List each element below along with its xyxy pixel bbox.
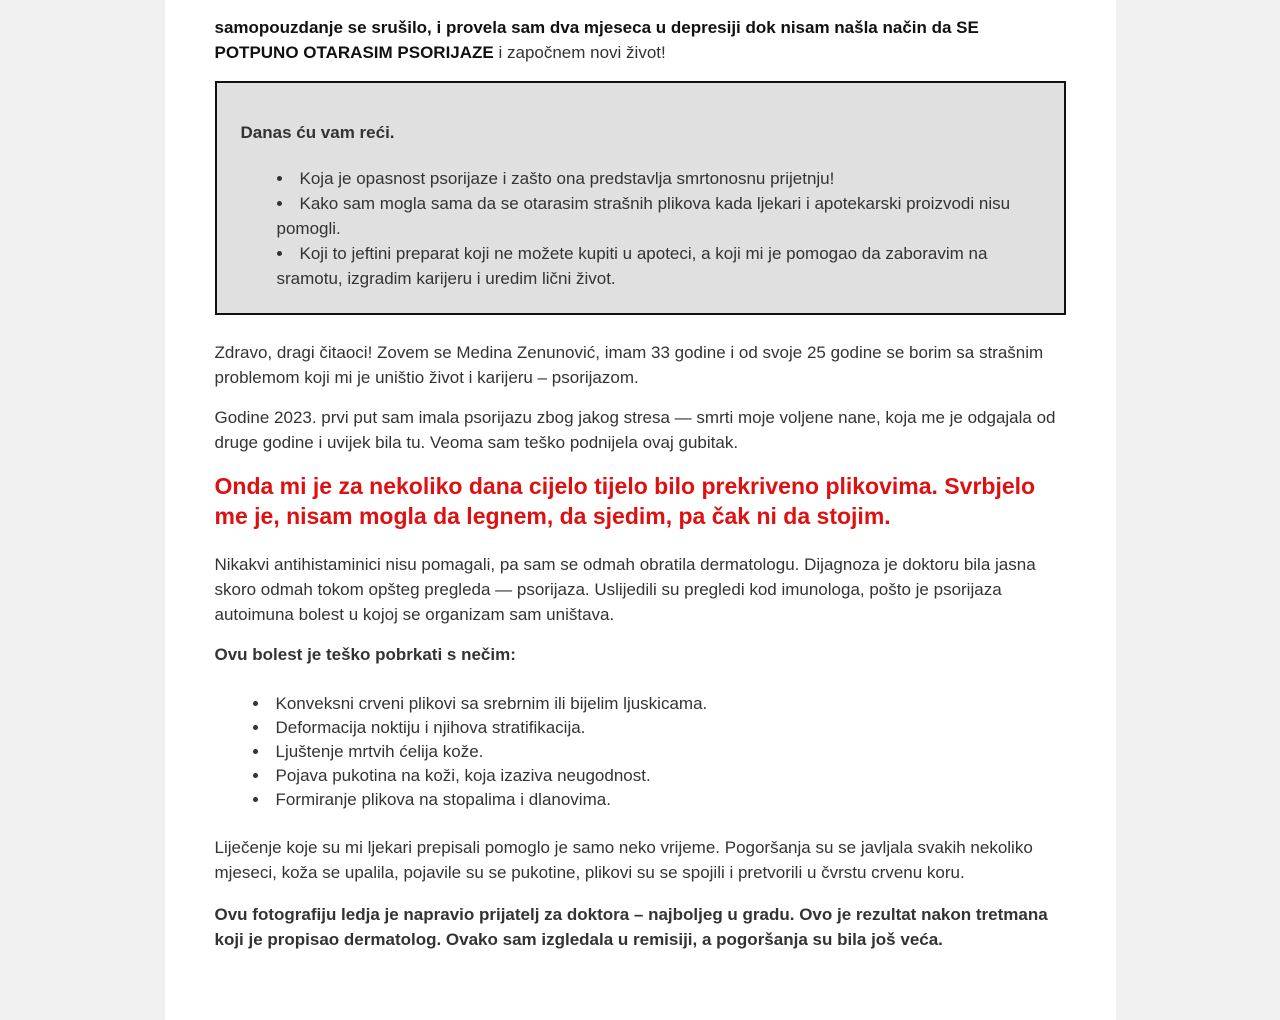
list-item: • Formiranje plikova na stopalima i dlanovima. — [253, 788, 1066, 812]
lead-regular-text: i započnem novi život! — [493, 42, 666, 62]
list-item: • Koja je opasnost psorijaze i zašto ona predstavlja smrtonosnu prijetnju! — [277, 166, 1040, 191]
lead-paragraph — [215, 16, 1066, 65]
promise-box-title: Danas ću vam reći. — [240, 123, 395, 143]
treatment-paragraph: Liječenje koje su mi ljekari prepisali pomoglo je samo neko vrijeme. Pogoršanja su se javljala svakih nekoliko mjeseci, koža se upalila, pojavile su se pukotine, plikovi su se spojili i pretvorili u čvrstu crvenu koru. — [214, 838, 1033, 882]
list-item: • Deformacija noktiju i njihova stratifikacija. — [253, 716, 1066, 740]
symptoms-heading: Ovu bolest je teško pobrkati s nečim: — [214, 645, 516, 665]
list-item: • Kako sam mogla sama da se otarasim strašnih plikova kada ljekari i apotekarski proizvodi nisu pomogli. — [277, 191, 1040, 241]
intro-paragraph: Zdravo, dragi čitaoci! Zovem se Medina Zenunović, imam 33 godine i od svoje 25 godine se borim sa strašnim problemom koji mi je uništio život i karijeru – psorijazom. — [214, 342, 1044, 387]
backstory-paragraph: Godine 2023. prvi put sam imala psorijazu zbog jakog stresa — smrti moje voljene nane, koja me je odgajala od druge godine i uvijek bila tu. Veoma sam teško podnijela ovaj gubitak. — [214, 408, 1056, 452]
list-item: • Ljuštenje mrtvih ćelija kože. — [253, 740, 1066, 764]
lead-bold-text: samopouzdanje se srušilo, i provela sam dva mjeseca u depresiji dok nisam našla način da SE POTPUNO OTARASIM PSORIJAZE — [214, 18, 979, 62]
diagnosis-paragraph: Nikakvi antihistaminici nisu pomagali, pa sam se odmah obratila dermatologu. Dijagnoza je doktoru bila jasna skoro odmah tokom opšteg pregleda — psorijaza. Uslijedili su pregledi kod imunologa, pošto je psorijaza autoimuna bolest u kojoj se organizam sam uništava. — [214, 555, 1036, 624]
list-item: • Koji to jeftini preparat koji ne možete kupiti u apoteci, a koji mi je pomogao da zaboravim na sramotu, izgradim karijeru i uredim lični život. — [277, 241, 1040, 291]
list-item: • Pojava pukotina na koži, koja izaziva neugodnost. — [253, 764, 1066, 788]
photo-caption-paragraph: Ovu fotografiju ledja je napravio prijatelj za doktora – najboljeg u gradu. Ovo je rezultat nakon tretmana koji je propisao dermatolog. Ovako sam izgledala u remisiji, a pogoršanja su bila još veća. — [214, 905, 1048, 949]
red-heading: Onda mi je za nekoliko dana cijelo tijelo bilo prekriveno plikovima. Svrbjelo me je, nisam mogla da legnem, da sjedim, pa čak ni da stojim. — [214, 473, 1036, 530]
promise-list — [241, 166, 1040, 291]
symptoms-list — [215, 692, 1066, 812]
article-page — [165, 0, 1116, 1020]
promise-box — [215, 81, 1066, 315]
list-item: • Konveksni crveni plikovi sa srebrnim ili bijelim ljuskicama. — [253, 692, 1066, 716]
